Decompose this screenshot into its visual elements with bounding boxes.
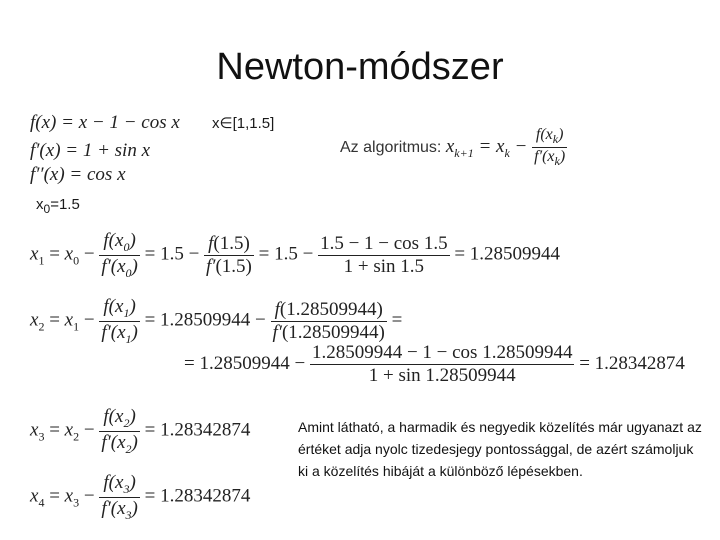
initial-value: $x_0=1.5$	[36, 196, 80, 216]
slide-title: Newton-módszer	[216, 46, 504, 88]
x0-value-ref: 1.5	[160, 243, 184, 265]
first-derivative: f′(x) = 1 + sin x	[30, 140, 151, 161]
algorithm-numerator: f(x	[535, 126, 553, 143]
algorithm-lhs: x	[445, 135, 455, 157]
interval-label: x∈[1,1.5]	[212, 115, 275, 132]
x2-equation: $x_2 = x_1$ − $\frac{f(x_1)}{f'(x_1)}$ = 1.28509944 − $\frac{f(1.28509944)}{f'(1.28509944)}$ =	[30, 296, 403, 346]
algorithm-fraction: $\frac{f(x_k)}{f'(x_k)}$	[534, 126, 566, 169]
x0-value: =1.5	[50, 196, 80, 213]
x2-equation-continued: = 1.28509944 − $\frac{1.28509944 - 1 - \cos 1.28509944}{1 + \sin 1.28509944}$ = 1.28342874	[184, 342, 685, 386]
x4-equation: $x_4 = x_3$ − $\frac{f(x_3)}{f'(x_3)}$ = 1.28342874	[30, 472, 251, 522]
x4-value: 1.28342874	[160, 485, 251, 507]
algorithm-formula: Az algoritmus: $x_{k+1} = x_k$ − $\frac{f(x_k)}{f'(x_k)}$	[340, 126, 566, 169]
second-derivative: f′′(x) = cos x	[30, 164, 126, 185]
x1-equation: $x_1 = x_0$ − $\frac{f(x_0)}{f'(x_0)}$ = 1.5 − $\frac{f(1.5)}{f'(1.5)}$ = 1.5 − $\frac{1.5 - 1 - \cos 1.5}{1 + \sin 1.5}$ = 1.28509944	[30, 230, 561, 280]
algorithm-label: Az algoritmus:	[340, 138, 442, 156]
x3-equation: $x_3 = x_2$ − $\frac{f(x_2)}{f'(x_2)}$ = 1.28342874	[30, 406, 251, 456]
function-definition: f(x) = x − 1 − cos x	[30, 112, 180, 133]
x1-value: 1.28509944	[469, 243, 561, 265]
explanation-note: Amint látható, a harmadik és negyedik közelítés már ugyanazt az értéket adja nyolc tizedesjegy pontossággal, de azért számoljuk ki a közelítés hibáját a különböző lépésekben.	[298, 419, 702, 479]
x2-value: 1.28342874	[594, 352, 685, 374]
algorithm-denominator: f′(x	[534, 148, 555, 166]
x0-label: x	[36, 196, 44, 213]
x3-value: 1.28342874	[160, 419, 251, 441]
